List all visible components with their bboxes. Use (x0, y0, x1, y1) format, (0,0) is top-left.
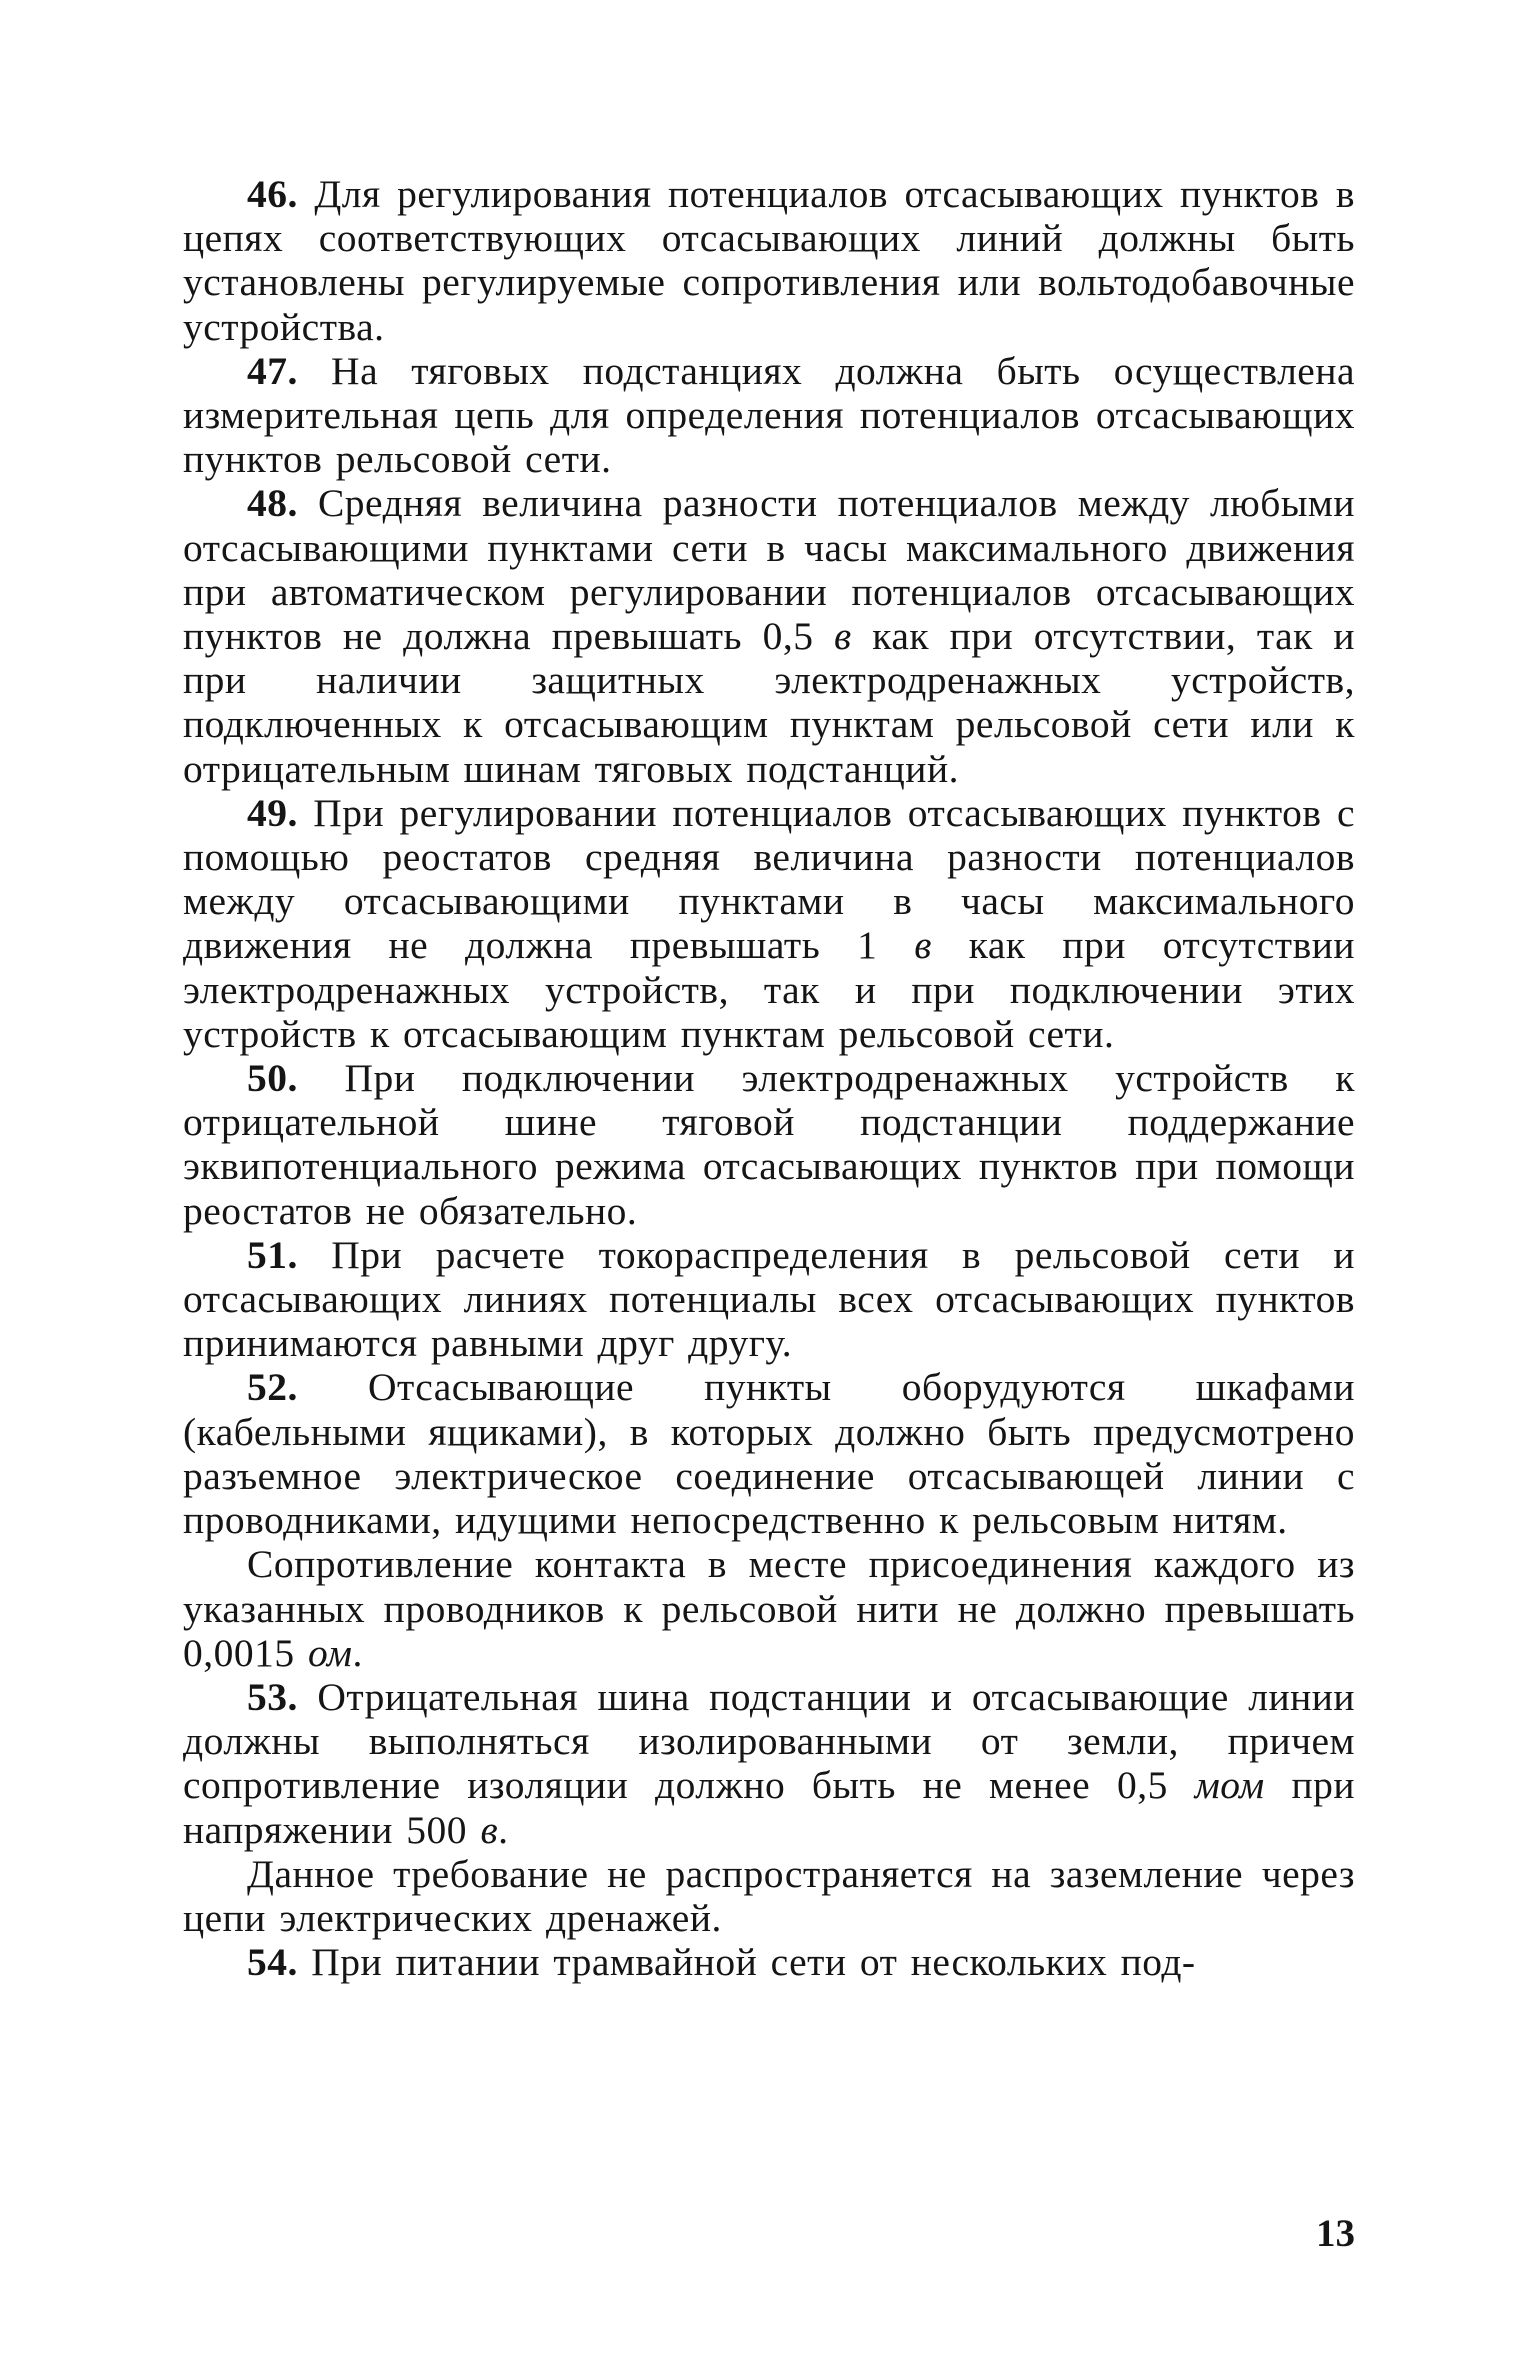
paragraph-text: Отсасывающие пункты оборудуются шкафами (кабельными ящиками), в которых должно быть предусмотрено разъемное электрическое соединение отсасывающей линии с проводниками, идущими непосредственно к рельсовым нитям. (183, 1365, 1355, 1543)
unit-symbol: в (480, 1807, 499, 1852)
paragraph-text: Отрицательная шина подстанции и отсасывающие линии должны выполняться изолированными от земли, причем сопротивление изоляции должно быть не менее 0,5 (183, 1674, 1355, 1808)
paragraph-52 (183, 1365, 1355, 1542)
unit-symbol: в (834, 614, 852, 659)
paragraph-46 (183, 172, 1355, 349)
paragraph-text: как при отсутствии электродренажных устройств, так и при подключении этих устройств к отсасывающим пунктам рельсовой сети. (183, 923, 1355, 1056)
document-page (183, 172, 1355, 1984)
unit-symbol: мом (1194, 1763, 1265, 1808)
paragraph-text: При расчете токораспределения в рельсовой сети и отсасывающих линиях потенциалы всех отсасывающих пунктов принимаются равными друг другу. (183, 1232, 1355, 1366)
paragraph-number: 47. (247, 348, 298, 393)
paragraph-text: При питании трамвайной сети от нескольких под- (297, 1940, 1196, 1985)
paragraph-48 (183, 481, 1355, 790)
paragraph-number: 51. (247, 1232, 298, 1277)
paragraph-text: Данное требование не распространяется на заземление через цепи электрических дренажей. (183, 1851, 1355, 1940)
paragraph-number: 46. (247, 172, 298, 216)
paragraph-number: 50. (247, 1056, 298, 1101)
paragraph-number: 48. (247, 481, 298, 526)
paragraph-number: 49. (247, 790, 298, 835)
paragraph-number: 54. (247, 1940, 298, 1985)
paragraph-text: При регулировании потенциалов отсасывающих пунктов с помощью реостатов средняя величина разности потенциалов между отсасывающими пунктами в часы максимального движения не должна превышать 1 (183, 790, 1355, 968)
page-number: 13 (1316, 2212, 1355, 2255)
paragraph-text: При подключении электродренажных устройств к отрицательной шине тяговой подстанции поддержание эквипотенциального режима отсасывающих пунктов при помощи реостатов не обязательно. (183, 1056, 1355, 1233)
unit-symbol: в (914, 923, 932, 968)
unit-symbol: ом (308, 1630, 353, 1675)
paragraph-51 (183, 1233, 1355, 1366)
paragraph-54 (183, 1940, 1355, 1984)
paragraph-number: 52. (247, 1365, 298, 1410)
paragraph-47 (183, 349, 1355, 482)
paragraph-text: Сопротивление контакта в месте присоединения каждого из указанных проводников к рельсовой нити не должно превышать 0,0015 (183, 1542, 1355, 1675)
paragraph-text: Для регулирования потенциалов отсасывающих пунктов в цепях соответствующих отсасывающих линий должны быть установлены регулируемые сопротивления или вольтодобавочные устройства. (183, 172, 1355, 349)
paragraph-text: при напряжении 500 (183, 1763, 1355, 1852)
paragraph-52-continued (183, 1542, 1355, 1675)
paragraph-number: 53. (247, 1674, 298, 1719)
paragraph-text: На тяговых подстанциях должна быть осуществлена измерительная цепь для определения потенциалов отсасывающих пунктов рельсовой сети. (183, 348, 1355, 482)
paragraph-text: . (498, 1807, 509, 1852)
paragraph-49 (183, 791, 1355, 1056)
paragraph-53-continued (183, 1852, 1355, 1940)
paragraph-text: Средняя величина разности потенциалов между любыми отсасывающими пунктами сети в часы максимального движения при автоматическом регулировании потенциалов отсасывающих пунктов не должна превышать 0,5 (183, 481, 1355, 659)
paragraph-53 (183, 1675, 1355, 1852)
paragraph-text: . (352, 1630, 363, 1675)
paragraph-text: как при отсутствии, так и при наличии защитных электродренажных устройств, подключенных к отсасывающим пунктам рельсовой сети или к отрицательным шинам тяговых подстанций. (183, 614, 1356, 791)
paragraph-50 (183, 1056, 1355, 1233)
